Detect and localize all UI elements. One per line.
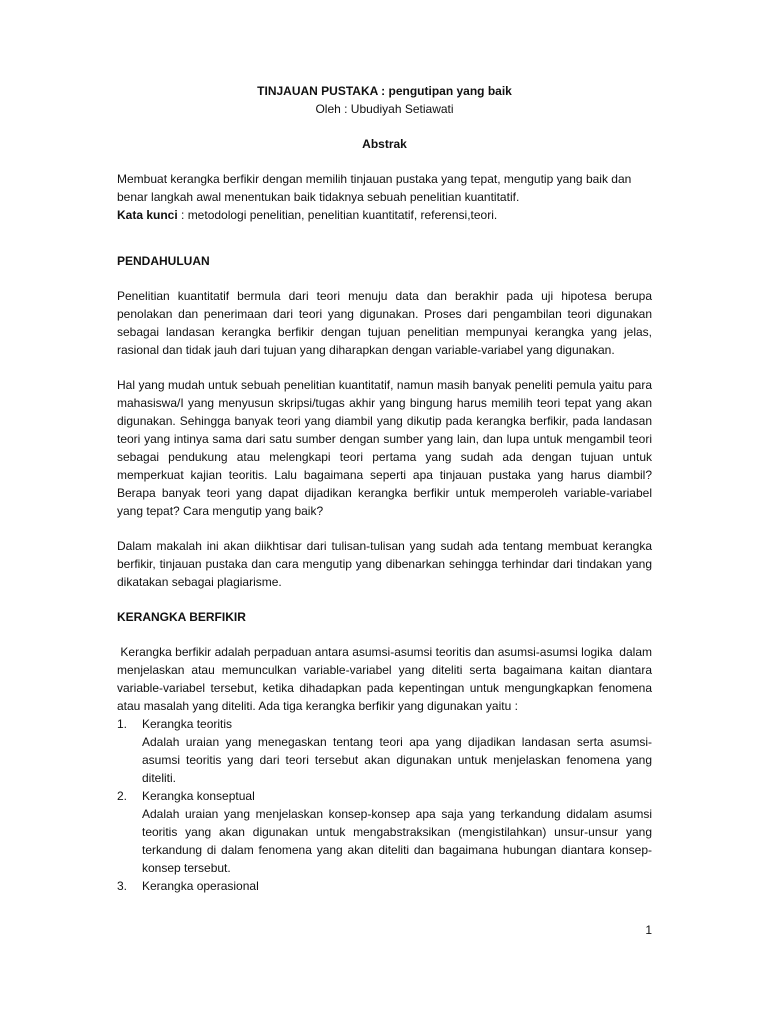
document-body (117, 82, 656, 895)
list-item (117, 715, 652, 787)
list-item (117, 787, 652, 877)
section-heading-pendahuluan: PENDAHULUAN (117, 254, 210, 268)
paragraph: Dalam makalah ini akan diikhtisar dari tulisan-tulisan yang sudah ada tentang membuat kerangka berfikir, tinjauan pustaka dan cara mengutip yang dibenarkan sehingga terhindar dari tindakan yang dikatakan sebagai plagiarisme. (117, 539, 652, 589)
paragraph: Penelitian kuantitatif bermula dari teori menuju data dan berakhir pada uji hipotesa berupa penolakan dan penerimaan dari teori yang digunakan. Proses dari pengambilan teori digunakan sebagai landasan kerangka berfikir dengan tujuan penelitian mempunyai kerangka yang jelas, rasional dan tidak jauh dari tujuan yang diharapkan dengan variable-variabel yang digunakan. (117, 289, 652, 357)
page-number: 1 (645, 923, 652, 937)
document-title: TINJAUAN PUSTAKA : pengutipan yang baik (257, 84, 512, 98)
list-item-title: Kerangka teoritis (142, 717, 233, 731)
list-number: 3. (117, 879, 128, 893)
list-item-title: Kerangka konseptual (142, 789, 255, 803)
document-author: Oleh : Ubudiyah Setiawati (315, 102, 454, 116)
abstract-text: Membuat kerangka berfikir dengan memilih tinjauan pustaka yang tepat, mengutip yang baik dan benar langkah awal menentukan baik tidaknya sebuah penelitian kuantitatif. (117, 172, 632, 204)
list-item (117, 877, 652, 895)
list-item-title: Kerangka operasional (142, 879, 259, 893)
section-heading-kerangka-berfikir: KERANGKA BERFIKIR (117, 610, 246, 624)
list-number: 1. (117, 717, 128, 731)
keywords-text: : metodologi penelitian, penelitian kuantitatif, referensi,teori. (177, 208, 498, 222)
keywords-line (117, 206, 652, 224)
list-number: 2. (117, 789, 128, 803)
keywords-label: Kata kunci (117, 208, 178, 222)
paragraph: Kerangka berfikir adalah perpaduan antara asumsi-asumsi teoritis dan asumsi-asumsi logika dalam menjelaskan atau memunculkan variable-variabel yang diteliti serta bagaimana kaitan diantara variable-variabel tersebut, ketika dihadapkan pada kepentingan untuk mengungkapkan fenomena atau masalah yang diteliti. Ada tiga kerangka berfikir yang digunakan yaitu : (117, 645, 656, 713)
paragraph: Hal yang mudah untuk sebuah penelitian kuantitatif, namun masih banyak peneliti pemula yaitu para mahasiswa/I yang menyusun skripsi/tugas akhir yang bingung harus memilih teori tepat yang akan digunakan. Sehingga banyak teori yang diambil yang dikutip pada kerangka berfikir, pada landasan teori yang intinya sama dari satu sumber dengan sumber yang lain, dan lupa untuk mengambil teori sebagai pendukung atau melengkapi teori pertama yang sudah ada dengan tujuan untuk memperkuat kajian teoritis. Lalu bagaimana seperti apa tinjauan pustaka yang harus diambil? Berapa banyak teori yang dapat dijadikan kerangka berfikir untuk memperoleh variable-variabel yang tepat? Cara mengutip yang baik? (117, 378, 652, 518)
list-item-description: Adalah uraian yang menegaskan tentang teori apa yang dijadikan landasan serta asumsi-asumsi teoritis yang dari teori tersebut akan digunakan untuk menjelaskan fenomena yang diteliti. (142, 735, 652, 785)
abstract-heading: Abstrak (362, 137, 407, 151)
list-item-description: Adalah uraian yang menjelaskan konsep-konsep apa saja yang terkandung didalam asumsi teoritis yang akan digunakan untuk mengabstraksikan (mengistilahkan) unsur-unsur yang terkandung di dalam fenomena yang akan diteliti dan bagaimana hubungan diantara konsep-konsep tersebut. (142, 807, 652, 875)
